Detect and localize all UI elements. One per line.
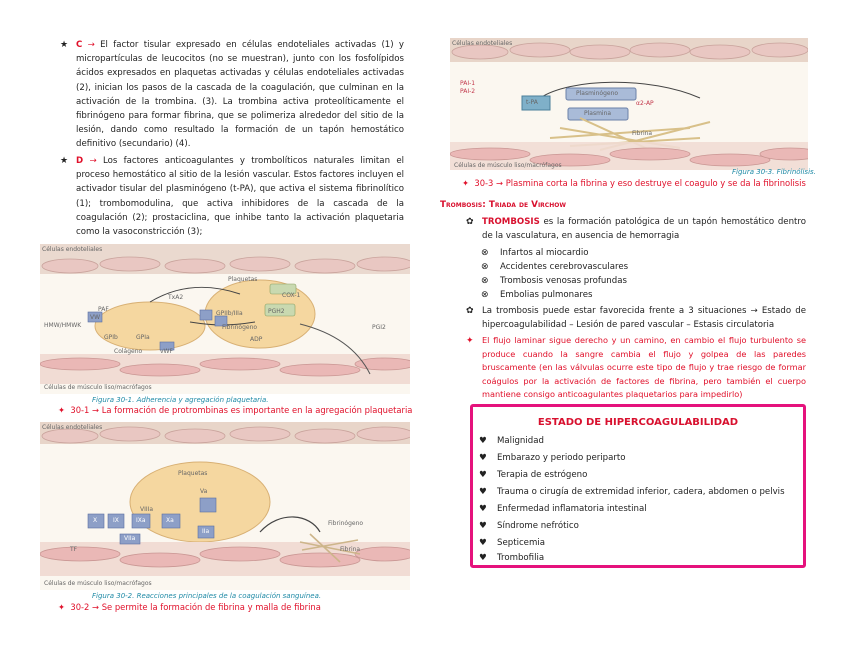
circle-x-icon: ⊗	[481, 262, 489, 272]
heart-bullet-icon: ♥	[479, 504, 487, 514]
label-plasmina: Plasmina	[584, 110, 612, 117]
plus-bullet-icon: ✦	[58, 602, 66, 612]
label-pai1: PAI-1	[460, 80, 476, 87]
heart-bullet-icon: ♥	[479, 553, 487, 563]
figure-30-3	[450, 38, 808, 170]
box-title: ESTADO DE HIPERCOAGULABILIDAD	[537, 417, 739, 428]
label-pai2: PAI-2	[460, 88, 476, 95]
paragraph-c-text: El factor tisular expresado en células endoteliales activadas (1) y micropartículas de leucocitos (no se muestran), junto con los fosfolípidos ácidos expresados en plaquetas activadas y células endoteliales activadas (2), inician los pasos de la cascada de la coagulación, que culminan en la activación de la trombina. (3). La trombina activa proteolíticamente el fibrinógeno para formar fibrina, que se polimeriza alrededor del sitio de la lesión, dando como resultado la formación de un tapón hemostático definitivo (secundario) (4).	[76, 40, 405, 150]
figure-30-2-top-label: Células endoteliales	[42, 424, 103, 431]
label-gpia: GPIa	[136, 334, 150, 341]
figure-30-1	[40, 244, 410, 394]
label-xa: Xa	[166, 517, 174, 524]
trombosis-item: Accidentes cerebrovasculares	[500, 262, 629, 272]
trombosis-term: TROMBOSIS	[482, 217, 540, 227]
label-tf: TF	[70, 546, 78, 553]
flower-bullet-icon: ✿	[466, 217, 474, 227]
heart-bullet-icon: ♥	[479, 436, 487, 446]
figure-30-1-top-label: Células endoteliales	[42, 246, 103, 253]
label-viiia: VIIIa	[140, 506, 154, 513]
label-ix: IX	[113, 517, 119, 524]
figure-30-1-note-text: 30-1 → La formación de protrombinas es importante en la agregación plaquetaria	[70, 405, 413, 415]
arrow-icon: →	[89, 156, 97, 166]
label-plaquetas: Plaquetas	[228, 276, 258, 283]
figure-30-3-top-label: Células endoteliales	[452, 40, 513, 47]
heart-bullet-icon: ♥	[479, 487, 487, 497]
label-fibrina: Fibrina	[340, 546, 361, 553]
box-item: Síndrome nefrótico	[497, 521, 579, 531]
circle-x-icon: ⊗	[481, 276, 489, 286]
flower-bullet-icon: ✿	[466, 306, 474, 316]
figure-30-1-bottom-label: Células de músculo liso/macrófagos	[44, 384, 152, 391]
flow-note: El flujo laminar sigue derecho y un camino, en cambio el flujo turbulento se produce cuando la sangre cambia el flujo y golpea de las paredes bruscamente (en las válvulas ocurre este tipo de flujo y trae riesgo de formar coágulos por la activación de factores de fibrina, pero también el cuerpo mantiene consigo anticoagulantes plaquetarios para impedirlo)	[482, 335, 806, 400]
label-colageno: Colágeno	[114, 348, 143, 355]
figure-30-3-note	[462, 178, 806, 188]
heart-bullet-icon: ♥	[479, 538, 487, 548]
label-tpa: t-PA	[526, 99, 538, 106]
label-cox1: COX-1	[282, 292, 301, 299]
box-item: Trauma o cirugía de extremidad inferior, cadera, abdomen o pelvis	[497, 487, 785, 497]
label-hmwk: HMW/HMWK	[44, 322, 82, 329]
figure-30-2-note-text: 30-2 → Se permite la formación de fibrina y malla de fibrina	[70, 602, 321, 612]
label-x: X	[93, 517, 98, 524]
label-gpib: GPIb	[104, 334, 118, 341]
label-pgi2: PGI2	[372, 324, 386, 331]
label-fibrina: Fibrina	[632, 130, 653, 137]
figure-30-1-caption: Figura 30-1. Adherencia y agregación plaquetaria.	[92, 396, 269, 404]
label-viia: VIIa	[124, 535, 136, 542]
label-pgh2: PGH2	[268, 308, 285, 315]
trombosis-paragraph	[482, 215, 806, 243]
letter-c: C	[76, 40, 83, 50]
label-plaquetas: Plaquetas	[178, 470, 208, 477]
figure-30-3-illustration	[450, 38, 808, 170]
box-item: Malignidad	[497, 436, 544, 446]
plus-bullet-icon: ✦	[466, 336, 474, 346]
figure-30-3-bottom-label: Células de músculo liso/macrófagos	[454, 162, 562, 169]
paragraph-d	[76, 154, 404, 239]
star-bullet-icon: ★	[60, 156, 69, 166]
box-item: Trombofilia	[497, 553, 545, 563]
label-paf: PAF	[98, 306, 109, 313]
plus-bullet-icon: ✦	[462, 178, 470, 188]
paragraph-d-text: Los factores anticoagulantes y trombolíticos naturales limitan el proceso hemostático al sitio de la lesión vascular. Estos factores incluyen el activador tisular del plasminógeno (t-PA), que activa el sistema fibrinolítico (1); trombomodulina, que activa inhibidores de la cascada de la coagulación (2); prostaciclina, que inhibe tanto la activación plaquetaria como la vasoconstricción (3);	[76, 156, 404, 238]
circle-x-icon: ⊗	[481, 248, 489, 258]
arrow-icon: →	[87, 40, 95, 50]
label-va: Va	[200, 488, 208, 495]
heart-bullet-icon: ♥	[479, 470, 487, 480]
figure-30-2-caption: Figura 30-2. Reacciones principales de la coagulación sanguínea.	[92, 592, 322, 600]
plus-bullet-icon: ✦	[58, 405, 66, 415]
triad-paragraph: La trombosis puede estar favorecida frente a 3 situaciones → Estado de hipercoagulabilidad – Lesión de pared vascular – Estasis circulatoria	[482, 306, 806, 331]
label-plasminogeno: Plasminógeno	[576, 90, 619, 97]
figure-30-3-caption: Figura 30-3. Fibrinólisis.	[732, 168, 816, 176]
heart-bullet-icon: ♥	[479, 453, 487, 463]
trombosis-item: Trombosis venosas profundas	[500, 276, 627, 286]
figure-30-2	[40, 422, 410, 590]
label-a2ap: α2-AP	[636, 100, 654, 107]
heart-bullet-icon: ♥	[479, 521, 487, 531]
trombosis-text: es la formación patológica de un tapón hemostático dentro de la vasculatura, en ausencia de hemorragia	[482, 217, 806, 242]
figure-30-2-illustration	[40, 422, 410, 590]
label-gpiib: GPIIb/IIIa	[216, 310, 243, 317]
label-ixa: IXa	[136, 517, 146, 524]
label-iia: IIa	[202, 528, 210, 535]
label-adp: ADP	[250, 336, 263, 343]
label-txa2: TxA2	[168, 294, 184, 301]
label-vw: VW	[90, 314, 101, 321]
figure-30-2-bottom-label: Células de músculo liso/macrófagos	[44, 580, 152, 587]
figure-30-3-note-text: 30-3 → Plasmina corta la fibrina y eso destruye el coagulo y se da la fibrinolisis	[474, 178, 806, 188]
figure-30-1-note	[58, 405, 412, 415]
trombosis-item: Embolias pulmonares	[500, 290, 593, 300]
label-fibrinogeno: Fibrinógeno	[222, 324, 258, 331]
label-vwf: vWF	[160, 348, 173, 355]
section-heading: Trombosis: Triada de Virchow	[440, 200, 566, 210]
letter-d: D	[76, 156, 84, 166]
paragraph-c	[76, 38, 404, 152]
trombosis-item: Infartos al miocardio	[500, 248, 589, 258]
circle-x-icon: ⊗	[481, 290, 489, 300]
figure-30-2-note	[58, 602, 321, 612]
box-item: Septicemia	[497, 538, 545, 548]
box-item: Embarazo y periodo periparto	[497, 453, 626, 463]
box-item: Enfermedad inflamatoria intestinal	[497, 504, 647, 514]
hypercoagulability-box	[470, 404, 806, 568]
label-fibrinogeno: Fibrinógeno	[328, 520, 364, 527]
star-bullet-icon: ★	[60, 40, 69, 50]
box-item: Terapia de estrógeno	[497, 470, 588, 480]
